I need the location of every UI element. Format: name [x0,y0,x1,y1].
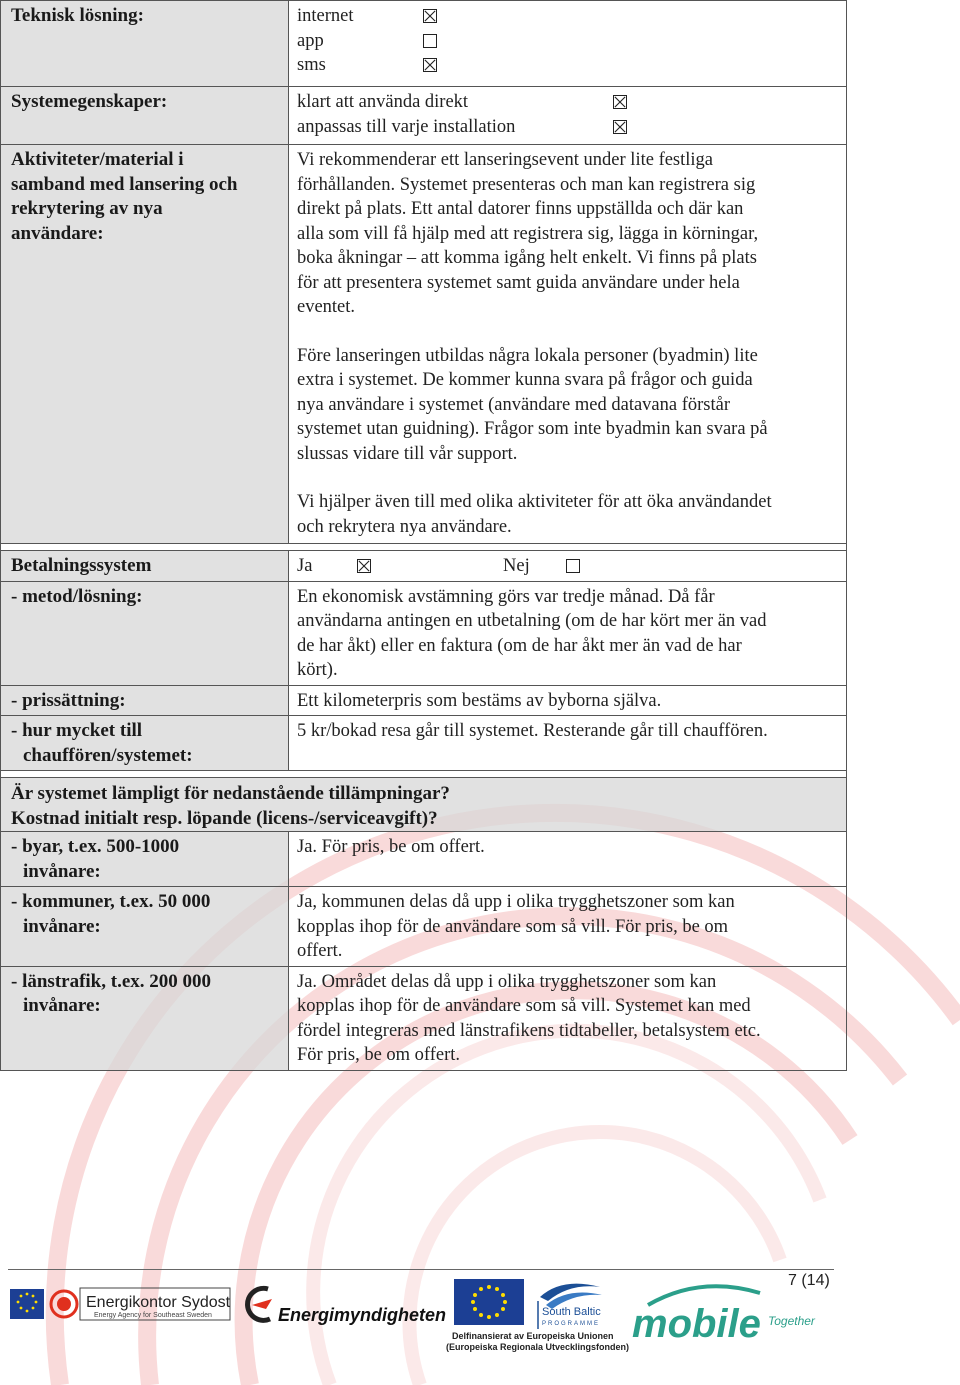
activities-row [1,145,847,544]
text-line: För pris, be om offert. [297,1045,461,1065]
text-line: eventet. [297,297,356,317]
pricing-label: - prissättning: [1,685,289,716]
option-adapted [297,115,838,140]
option-sms [297,53,838,78]
spacer-row [1,544,847,551]
text-line: kopplas ihop för de användare som så vill. Systemet kan med [297,996,751,1016]
label-line: användare: [11,222,104,244]
option-label: klart att använda direkt [297,92,469,112]
method-label: - metod/lösning: [1,581,289,685]
label-line: chauffören/systemet: [23,744,193,766]
mobile-text: mobile [632,1302,761,1346]
label-line: samband med lansering och [11,173,238,195]
method-row [1,581,847,685]
label-line: invånare: [23,860,101,882]
text-line: Ja. För pris, be om offert. [297,837,485,857]
nej-checkbox[interactable] [566,559,580,573]
option-label: app [297,30,324,51]
eu-line2: (Europeiska Regionala Utvecklingsfonden) [446,1342,630,1352]
eu-line1: Delfinansierat av Europeiska Unionen [452,1331,614,1341]
footer-rule [8,1269,834,1270]
label-line: invånare: [23,995,101,1016]
label-line: invånare: [23,915,101,937]
checkbox-unchecked[interactable] [423,34,437,48]
option-label: anpassas till varje installation [297,116,516,137]
south-baltic-logo [538,1284,602,1329]
text-line: Ja. Området delas då upp i olika trygghetszoner som kan [297,971,717,992]
villages-label [1,832,289,887]
text-line: direkt på plats. Ett antal datorer finns uppställda och där kan [297,199,744,219]
paragraph-launch-event [297,148,838,320]
payment-choice [289,551,847,582]
text-line: Vi rekommenderar ett lanseringsevent under lite festliga [297,150,714,170]
text-line: boka åkningar – att komma igång helt enkelt. Vi finns på plats [297,248,757,268]
text-line: förhållanden. Systemet presenteras och man kan registrera sig [297,174,756,195]
heading-line: Är systemet lämpligt för nedanstående tillämpningar? [11,783,450,804]
together-text: Together [768,1314,815,1328]
logo1-subtitle: Energy Agency for Southeast Sweden [94,1312,212,1319]
activities-label [1,145,289,544]
option-internet [297,4,838,29]
share-label [1,716,289,771]
text-line: nya användare i systemet (användare med datavana förstår [297,394,731,415]
paragraph-recruit [297,490,838,539]
suitability-heading [1,778,847,832]
nej-label: Nej [503,556,530,576]
payment-row [1,551,847,582]
text-line: fördel integreras med länstrafikens tidtabeller, betalsystem etc. [297,1020,761,1041]
pricing-text: Ett kilometerpris som bestäms av byborna själva. [289,685,847,716]
municipalities-row [1,887,847,967]
checkbox-checked[interactable] [613,120,627,134]
page-number: 7 (14) [788,1272,830,1289]
share-text: 5 kr/bokad resa går till systemet. Resterande går till chauffören. [289,716,847,771]
footer-logos [0,1275,960,1385]
label-line: - kommuner, t.ex. 50 000 [11,891,211,912]
system-row [1,87,847,145]
regional-label [1,966,289,1070]
regional-row [1,966,847,1070]
tech-options [289,1,847,87]
payment-label [1,551,289,582]
text-line: de har åkt) eller en faktura (om de har åkt mer än vad de har [297,635,742,656]
text-line: användarna antingen en utbetalning (om de har kört mer än vad [297,611,767,631]
sb-line1: South Baltic [542,1306,601,1318]
checkbox-checked[interactable] [423,58,437,72]
label-line: - byar, t.ex. 500-1000 [11,836,180,857]
activities-text [289,145,847,544]
paragraph-byadmin [297,344,838,467]
checkbox-checked[interactable] [613,95,627,109]
ja-label: Ja [297,556,313,576]
energikontor-logo [10,1288,231,1320]
text-line: och rekrytera nya användare. [297,516,512,537]
text-line: för att presentera systemet samt guida användare under hela [297,272,740,293]
text-line: En ekonomisk avstämning görs var tredje månad. Då får [297,586,715,607]
text-line: Före lanseringen utbildas några lokala personer (byadmin) lite [297,345,758,366]
payment-options [297,554,838,579]
option-ready [297,90,838,115]
label-line: rekrytering av nya [11,198,163,219]
logo1-title: Energikontor Sydost [86,1294,231,1311]
label-line: Aktiviteter/material i [11,149,184,170]
energimyndigheten-logo [248,1288,446,1325]
suitability-heading-row [1,778,847,832]
system-options [289,87,847,145]
label-line: - länstrafik, t.ex. 200 000 [11,970,212,992]
payment-label-text: Betalningssystem [11,555,152,576]
text-line: systemet utan guidning). Frågor som inte byadmin kan svara på [297,419,768,439]
option-label: internet [297,6,354,26]
pricing-row [1,685,847,716]
text-line: offert. [297,941,343,961]
text-line: alla som vill få hjälp med att registrera sig, lägga in körningar, [297,223,759,244]
villages-text [289,832,847,887]
option-label: sms [297,55,326,75]
method-text [289,581,847,685]
municipalities-label [1,887,289,967]
heading-line: Kostnad initialt resp. löpande (licens-/serviceavgift)? [11,807,438,829]
checkbox-checked[interactable] [423,9,437,23]
system-label: Systemegenskaper: [1,87,289,145]
text-line: Ja, kommunen delas då upp i olika trygghetszoner som kan [297,892,735,912]
municipalities-text [289,887,847,967]
label-line: - hur mycket till [11,720,143,741]
share-row [1,716,847,771]
ja-checkbox[interactable] [357,559,371,573]
sb-line2: PROGRAMME [542,1321,601,1327]
villages-row [1,832,847,887]
text-line: extra i systemet. De kommer kunna svara på frågor och guida [297,370,753,390]
tech-row [1,1,847,87]
mobile-together-logo [632,1286,816,1346]
text-line: slussas vidare till vår support. [297,443,518,464]
regional-text [289,966,847,1070]
logo2-text: Energimyndigheten [278,1305,447,1325]
text-line: kopplas ihop för de användare som så vill. För pris, be om [297,916,729,937]
tech-label: Teknisk lösning: [1,1,289,87]
text-line: Vi hjälper även till med olika aktiviteter för att öka användandet [297,492,772,512]
spacer-row [1,771,847,778]
text-line: kört). [297,660,338,680]
option-app [297,29,838,54]
